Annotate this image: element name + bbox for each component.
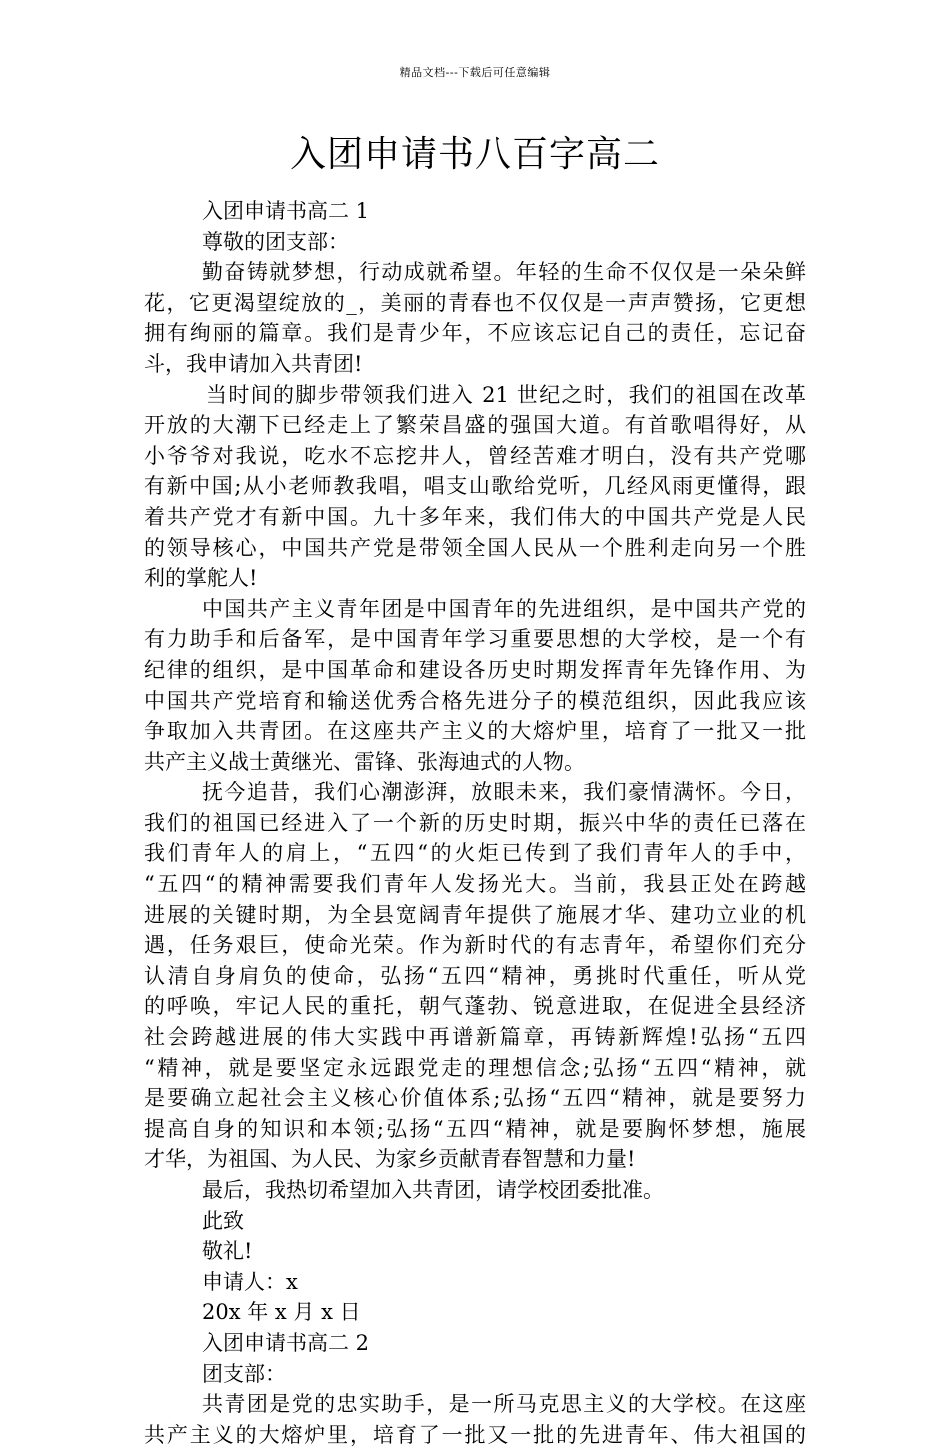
text-line: 此致 [202, 1208, 244, 1233]
text-line: 争取加入共青团。在这座共产主义的大熔炉里，培育了一批又一批 [144, 719, 806, 744]
text-line: 社会跨越进展的伟大实践中再谱新篇章，再铸新辉煌!弘扬“五四 [144, 1025, 806, 1050]
text-line: 是要确立起社会主义核心价值体系;弘扬“五四“精神，就是要努力 [144, 1086, 806, 1111]
text-line: 入团申请书高二 2 [202, 1330, 370, 1355]
text-line: 共青团是党的忠实助手，是一所马克思主义的大学校。在这座 [202, 1392, 806, 1417]
text-line: “精神，就是要坚定永远跟党走的理想信念;弘扬“五四“精神，就 [144, 1055, 806, 1080]
text-line: 我们的祖国已经进入了一个新的历史时期，振兴中华的责任已落在 [144, 810, 806, 835]
text-line: 共产主义战士黄继光、雷锋、张海迪式的人物。 [144, 749, 585, 774]
text-line: 的呼唤，牢记人民的重托，朝气蓬勃、锐意进取，在促进全县经济 [144, 994, 806, 1019]
text-line: 拥有绚丽的篇章。我们是青少年，不应该忘记自己的责任，忘记奋 [144, 321, 806, 346]
document-title: 入团申请书八百字高二 [289, 134, 660, 175]
text-line: 利的掌舵人! [144, 566, 258, 591]
text-line: 抚今追昔，我们心潮澎湃，放眼未来，我们豪情满怀。今日， [202, 780, 806, 805]
text-line: 有新中国;从小老师教我唱，唱支山歌给党听，几经风雨更懂得，跟 [144, 474, 806, 499]
text-line: 才华，为祖国、为人民、为家乡贡献青春智慧和力量! [144, 1147, 636, 1172]
text-line: 20x 年 x 月 x 日 [202, 1300, 361, 1325]
text-line: 共产主义的大熔炉里，培育了一批又一批的先进青年、伟大祖国的 [144, 1422, 806, 1447]
text-line: 团支部： [202, 1361, 286, 1386]
text-line: 中国共产主义青年团是中国青年的先进组织，是中国共产党的 [202, 596, 806, 621]
text-line: 开放的大潮下已经走上了繁荣昌盛的强国大道。有首歌唱得好，从 [144, 413, 806, 438]
text-line: 有力助手和后备军，是中国青年学习重要思想的大学校，是一个有 [144, 627, 806, 652]
text-line: 进展的关键时期，为全县宽阔青年提供了施展才华、建功立业的机 [144, 902, 806, 927]
text-line: 遇，任务艰巨，使命光荣。作为新时代的有志青年，希望你们充分 [144, 933, 806, 958]
text-line: 纪律的组织，是中国革命和建设各历史时期发挥青年先锋作用、为 [144, 657, 806, 682]
text-line: 当时间的脚步带领我们进入 21 世纪之时，我们的祖国在改革 [206, 382, 806, 407]
text-line: 提高自身的知识和本领;弘扬“五四“精神，就是要胸怀梦想，施展 [144, 1116, 806, 1141]
text-line: 斗，我申请加入共青团! [144, 351, 363, 376]
text-line: 我们青年人的肩上，“五四“的火炬已传到了我们青年人的手中， [144, 841, 806, 866]
text-line: “五四“的精神需要我们青年人发扬光大。当前，我县正处在跨越 [144, 872, 806, 897]
text-line: 勤奋铸就梦想，行动成就希望。年轻的生命不仅仅是一朵朵鲜 [202, 260, 806, 285]
page-header: 精品文档---下载后可任意编辑 [399, 66, 551, 79]
text-line: 花，它更渴望绽放的_，美丽的青春也不仅仅是一声声赞扬，它更想 [144, 290, 806, 315]
document-body [144, 196, 806, 1450]
text-line: 的领导核心，中国共产党是带领全国人民从一个胜利走向另一个胜 [144, 535, 806, 560]
text-line: 中国共产党培育和输送优秀合格先进分子的模范组织，因此我应该 [144, 688, 806, 713]
text-line: 尊敬的团支部： [202, 229, 349, 254]
text-line: 敬礼! [202, 1239, 253, 1264]
text-line: 申请人：x [202, 1269, 298, 1294]
text-line: 认清自身肩负的使命，弘扬“五四“精神，勇挑时代重任，听从党 [144, 963, 806, 988]
text-line: 着共产党才有新中国。九十多年来，我们伟大的中国共产党是人民 [144, 504, 806, 529]
text-line: 小爷爷对我说，吃水不忘挖井人，曾经苦难才明白，没有共产党哪 [144, 443, 806, 468]
text-line: 最后，我热切希望加入共青团，请学校团委批准。 [202, 1178, 664, 1202]
text-line: 入团申请书高二 1 [202, 199, 370, 223]
